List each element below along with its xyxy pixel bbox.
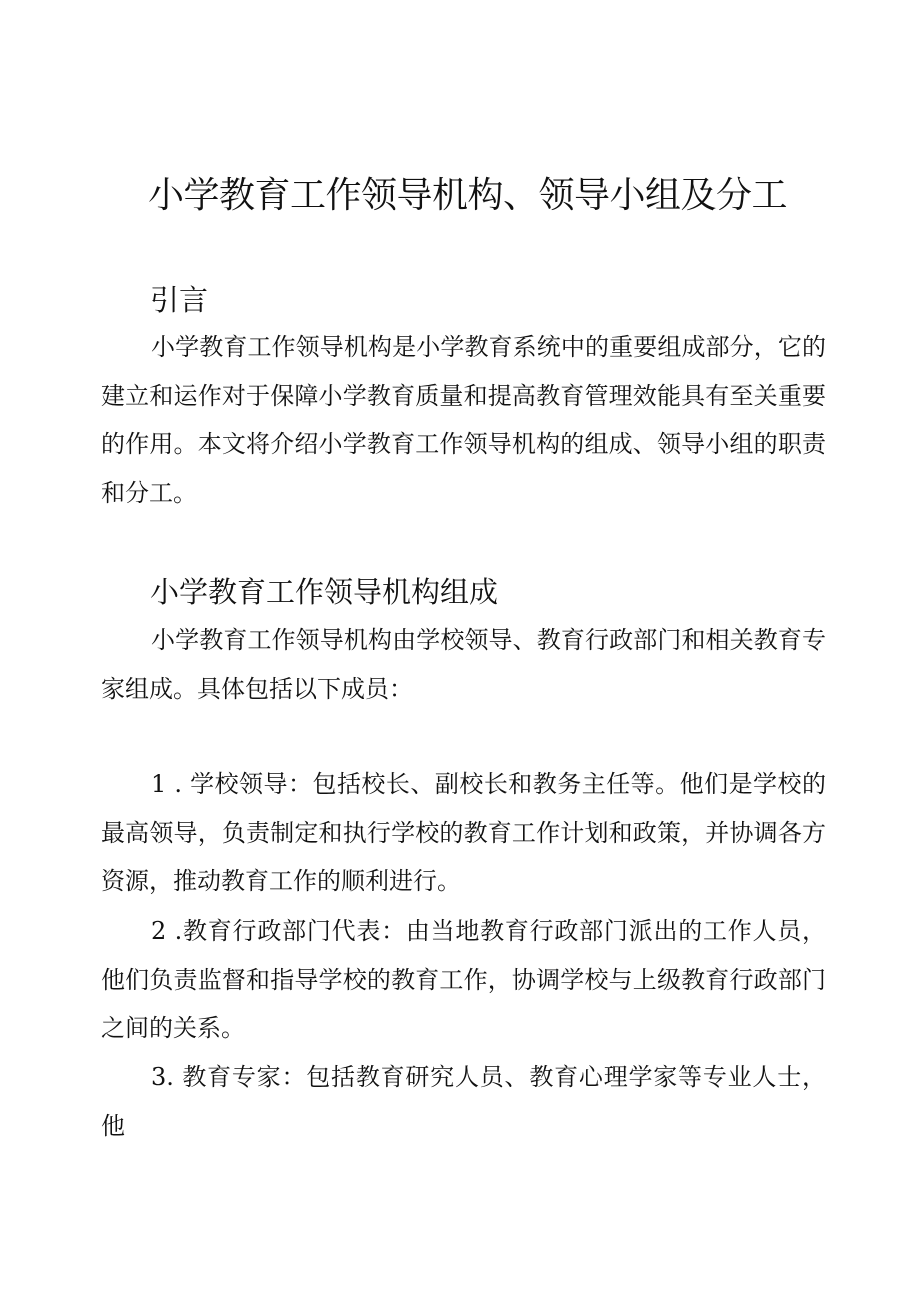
list-item-education-experts: 3. 教育专家：包括教育研究人员、教育心理学家等专业人士，他 <box>101 1063 826 1140</box>
section-heading-organization: 小学教育工作领导机构组成 <box>150 575 499 609</box>
section-heading-intro: 引言 <box>150 283 209 317</box>
organization-paragraph: 小学教育工作领导机构由学校领导、教育行政部门和相关教育专家组成。具体包括以下成员： <box>101 626 826 703</box>
list-item-school-leaders: 1 . 学校领导：包括校长、副校长和教务主任等。他们是学校的最高领导，负责制定和执行学校的教育工作计划和政策，并协调各方资源，推动教育工作的顺利进行。 <box>101 770 826 895</box>
document-title: 小学教育工作领导机构、领导小组及分工 <box>148 175 788 216</box>
intro-paragraph: 小学教育工作领导机构是小学教育系统中的重要组成部分，它的建立和运作对于保障小学教育质量和提高教育管理效能具有至关重要的作用。本文将介绍小学教育工作领导机构的组成、领导小组的职责和分工。 <box>101 333 826 507</box>
list-item-education-department: 2 .教育行政部门代表：由当地教育行政部门派出的工作人员，他们负责监督和指导学校的教育工作，协调学校与上级教育行政部门之间的关系。 <box>101 917 826 1042</box>
